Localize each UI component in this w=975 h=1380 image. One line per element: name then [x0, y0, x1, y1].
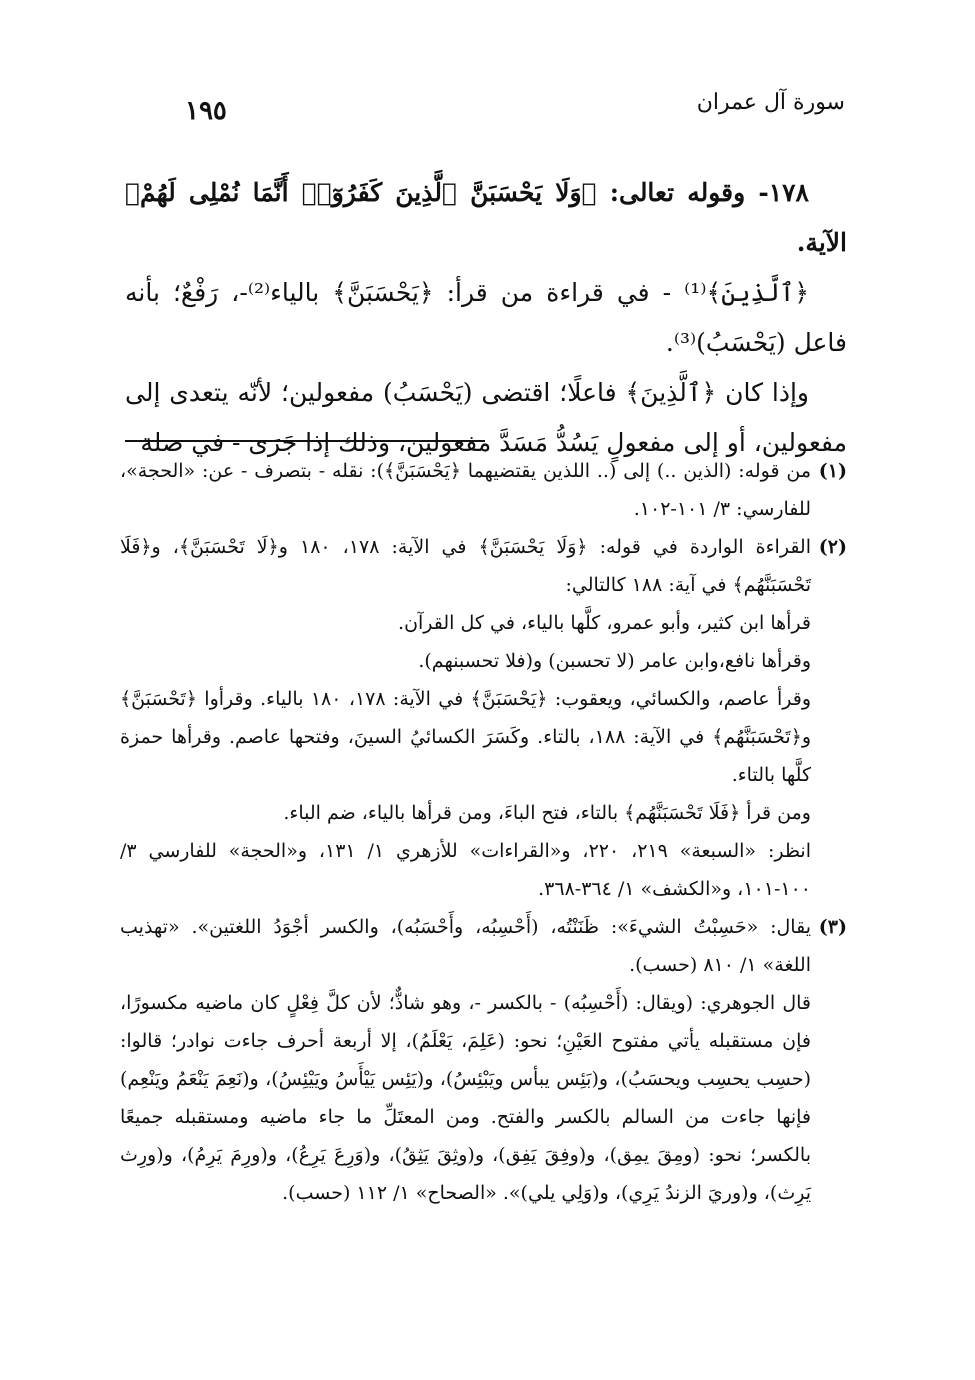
footnote-2 [120, 528, 847, 908]
footnote-text: ومن قرأ ﴿فَلَا تَحْسَبَنَّهُم﴾ بالتاء، فتح الباءَ، ومن قرأها بالياء، ضم الباء. [283, 802, 811, 824]
footnote-3 [120, 908, 847, 1212]
footnote-text: من قوله: (الذين ..) إلى (.. اللذين يقتضيهما ﴿يَحْسَبَنَّ﴾): نقله - بتصرف - عن: «الحجة»، للفارسي: ٣/ ١٠١-١٠٢. [120, 460, 811, 520]
footnote-text: القراءة الواردة في قوله: ﴿وَلَا يَحْسَبَنَّ﴾ في الآية: ١٧٨، ١٨٠ و﴿لَا تَحْسَبَنَّ﴾، و﴿فَلَا تَحْسَبَنَّهُم﴾ في آية: ١٨٨ كالتالي: [120, 536, 811, 596]
paragraph-fail: وإذا كان ﴿ٱلَّذِينَ﴾ فاعلًا؛ اقتضى (يَحْسَبُ) مفعولين؛ لأنّه يتعدى إلى مفعولين، أو إلى مفعولٍ يَسُدُّ مَسَدَّ مفعولين، وذلك إذا جَرَى - في صلة [125, 378, 847, 457]
footnote-number: (٢) [818, 536, 847, 558]
footnotes [120, 452, 847, 1212]
footnote-number: (١) [818, 460, 847, 482]
main-text [125, 168, 847, 468]
footnote-text: وقرأها نافع،وابن عامر (لا تحسبن) و(فلا تحسبنهم). [418, 650, 811, 672]
footnote-number: (٣) [818, 916, 847, 938]
footnote-divider [125, 440, 485, 442]
surah-title: سورة آل عمران [696, 90, 845, 115]
footnote-text: قال الجوهري: (ويقال: (أَحْسِبُه) - بالكسر -، وهو شاذٌّ؛ لأن كلَّ فِعْلٍ كان ماضيه مكسورًا، فإن مستقبله يأتي مفتوح العَيْنِ؛ نحو: (عَلِمَ، يَعْلَمُ)، إلا أربعة أحرف جاءت نوادر؛ قالوا: (حسِب يحسِب ويحسَبُ)، و(بَئِس يبأس ويَبْئِسُ)، و(يَئِس يَيْأَسُ ويَيْئِسُ)، و(نَعِمَ يَنْعَمُ ويَنْعِم) فإنها جاءت من السالم بالكسر والفتح. ومن المعتَلِّ ما جاء ماضيه ومستقبله جميعًا بالكسر؛ نحو: (ومِقَ يمِق)، و(وفِقَ يَفِق)، و(وثِقَ يَثِقُ)، و(وَرِعَ يَرِعُ)، و(ورِمَ يَرِمُ)، و(ورِث يَرِث)، و(وريَ الزندُ يَرِي)، و(وَلِي يلي)». «الصحاح» ١/ ١١٢ (حسب). [120, 992, 812, 1204]
footnote-text: يقال: «حَسِبْتُ الشيءَ»: ظَنَنْتُه، (أَحْسِبُه، وأَحْسَبُه)، والكسر أجْوَدُ اللغتين». «تهذيب اللغة» ١/ ٨١٠ (حسب). [120, 916, 811, 976]
footnote-text: وقرأ عاصم، والكسائي، ويعقوب: ﴿يَحْسَبَنَّ﴾ في الآية: ١٧٨، ١٨٠ بالياء. وقرأوا ﴿تَحْسَبَنَّ﴾ و﴿تَحْسَبَنَّهُم﴾ في الآية: ١٨٨، بالتاء. وكَسَرَ الكسائيُ السينَ، وفتحها عاصم. وقرأها حمزة كلَّها بالتاء. [120, 688, 811, 786]
page-number: ١٩٥ [185, 96, 227, 126]
footnote-text: قرأها ابن كثير، وأبو عمرو، كلَّها بالياء، في كل القرآن. [398, 612, 811, 634]
footnote-1 [120, 452, 847, 528]
footnote-text: انظر: «السبعة» ٢١٩، ٢٢٠، و«القراءات» للأزهري ١/ ١٣١، و«الحجة» للفارسي ٣/ ١٠٠-١٠١، و«الكشف» ١/ ٣٦٤-٣٦٨. [120, 840, 811, 900]
paragraph-alladhina: ﴿ٱلَّذِينَ﴾⁽¹⁾ - في قراءة من قرأ: ﴿يَحْسَبَنَّ﴾ بالياء⁽²⁾-، رَفْعٌ؛ بأنه فاعل (يَحْسَبُ)⁽³⁾. [125, 278, 847, 357]
paragraph-verse-178: ١٧٨- وقوله تعالى: ﴿وَلَا يَحْسَبَنَّ ٱلَّذِينَ كَفَرُوٓا۟ أَنَّمَا نُمْلِى لَهُمْ﴾ الآية. [125, 178, 847, 257]
